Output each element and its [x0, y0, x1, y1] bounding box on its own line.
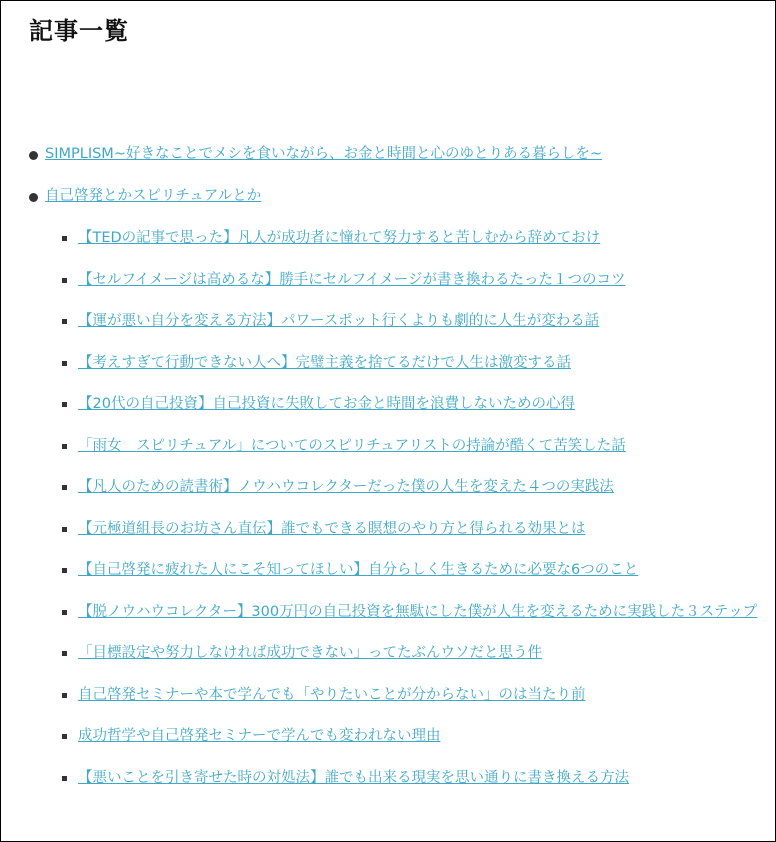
- category-item-self-development: [29, 184, 759, 790]
- post-link[interactable]: 【考えすぎて行動できない人へ】完璧主義を捨てるだけで人生は激変する話: [78, 354, 571, 371]
- square-bullet-icon: [62, 527, 67, 532]
- square-bullet-icon: [62, 485, 67, 490]
- post-item: [45, 724, 759, 749]
- category-item-simplism: [29, 142, 759, 167]
- post-link[interactable]: 【脱ノウハウコレクター】300万円の自己投資を無駄にした僕が人生を変えるために実践した３ステップ: [78, 603, 758, 620]
- category-link-self-development[interactable]: 自己啓発とかスピリチュアルとか: [45, 188, 262, 204]
- post-item: [45, 475, 759, 500]
- post-item: [45, 226, 759, 251]
- disc-bullet-icon: [29, 151, 38, 160]
- square-bullet-icon: [62, 278, 67, 283]
- square-bullet-icon: [62, 402, 67, 407]
- post-item: [45, 351, 759, 376]
- page-title: 記事一覧: [29, 17, 129, 45]
- post-item: [45, 600, 759, 625]
- post-link[interactable]: 【20代の自己投資】自己投資に失敗してお金と時間を浪費しないための心得: [78, 396, 575, 412]
- post-link[interactable]: 【悪いことを引き寄せた時の対処法】誰でも出来る現実を思い通りに書き換える方法: [78, 769, 629, 786]
- post-item: [45, 641, 759, 666]
- post-item: [45, 268, 759, 293]
- post-link[interactable]: 成功哲学や自己啓発セミナーで学んでも変われない理由: [78, 728, 441, 744]
- square-bullet-icon: [62, 444, 67, 449]
- post-item: [45, 683, 759, 708]
- post-list: [45, 226, 759, 790]
- category-link-simplism[interactable]: SIMPLISM~好きなことでメシを食いながら、お金と時間と心のゆとりある暮らしを~: [45, 146, 603, 162]
- square-bullet-icon: [62, 734, 67, 739]
- post-link[interactable]: 【運が悪い自分を変える方法】パワースポット行くよりも劇的に人生が変わる話: [78, 313, 600, 329]
- square-bullet-icon: [62, 651, 67, 656]
- post-item: [45, 558, 759, 583]
- square-bullet-icon: [62, 319, 67, 324]
- article-category-list: [29, 142, 759, 807]
- post-item: [45, 434, 759, 459]
- post-item: [45, 766, 759, 791]
- disc-bullet-icon: [29, 193, 38, 202]
- post-link[interactable]: 【自己啓発に疲れた人にこそ知ってほしい】自分らしく生きるために必要な6つのこと: [78, 562, 639, 578]
- post-link[interactable]: 【セルフイメージは高めるな】勝手にセルフイメージが書き換わるたった１つのコツ: [78, 271, 626, 288]
- post-link[interactable]: 「目標設定や努力しなければ成功できない」ってたぶんウソだと思う件: [78, 645, 542, 661]
- post-link[interactable]: 【凡人のための読書術】ノウハウコレクターだった僕の人生を変えた４つの実践法: [78, 479, 614, 495]
- square-bullet-icon: [62, 776, 67, 781]
- post-item: [45, 517, 759, 542]
- post-item: [45, 309, 759, 334]
- post-link[interactable]: 「雨女 スピリチュアル」についてのスピリチュアリストの持論が酷くて苦笑した話: [78, 437, 626, 454]
- square-bullet-icon: [62, 610, 67, 615]
- square-bullet-icon: [62, 693, 67, 698]
- post-item: [45, 392, 759, 417]
- square-bullet-icon: [62, 361, 67, 366]
- square-bullet-icon: [62, 236, 67, 241]
- post-link[interactable]: 【TEDの記事で思った】凡人が成功者に憧れて努力すると苦しむから辞めておけ: [78, 230, 601, 246]
- post-link[interactable]: 【元極道組長のお坊さん直伝】誰でもできる瞑想のやり方と得られる効果とは: [78, 520, 586, 537]
- square-bullet-icon: [62, 568, 67, 573]
- post-link[interactable]: 自己啓発セミナーや本で学んでも「やりたいことが分からない」のは当たり前: [78, 686, 586, 703]
